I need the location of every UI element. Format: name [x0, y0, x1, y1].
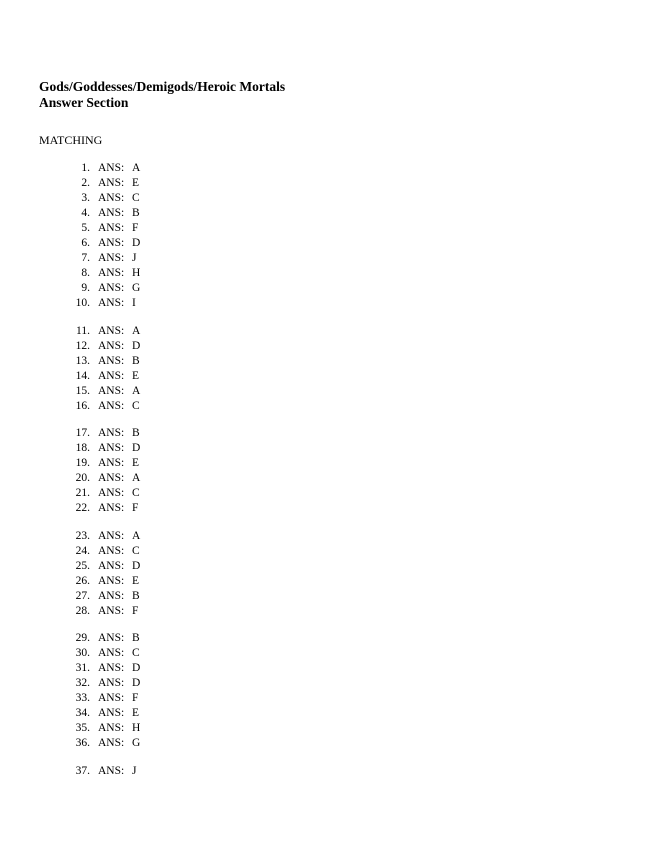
ans-label: ANS:: [98, 427, 125, 439]
ans-label: ANS:: [98, 237, 125, 249]
answer-row: [0, 426, 300, 441]
answer-letter: F: [132, 222, 139, 234]
question-number: 13.: [75, 354, 90, 367]
answer-letter: H: [132, 722, 141, 734]
question-number: 9.: [81, 282, 90, 294]
question-number: 11.: [76, 324, 90, 337]
question-number: 29.: [75, 632, 90, 644]
answer-letter: D: [132, 442, 141, 454]
answer-row: [0, 574, 300, 589]
answer-row: [0, 251, 300, 266]
answer-row: [0, 486, 300, 501]
answer-row: [0, 706, 300, 721]
ans-label: ANS:: [98, 502, 125, 514]
answer-letter: B: [132, 632, 140, 644]
ans-label: ANS:: [98, 677, 125, 689]
answer-letter: E: [132, 574, 140, 587]
answer-letter: D: [132, 559, 141, 572]
section-heading: MATCHING: [39, 133, 103, 147]
ans-label: ANS:: [98, 487, 125, 499]
ans-label: ANS:: [98, 267, 125, 279]
question-number: 5.: [81, 222, 90, 234]
answer-row: [0, 206, 300, 221]
answer-row: [0, 529, 300, 544]
question-number: 19.: [75, 457, 90, 469]
answer-letter: A: [132, 529, 141, 542]
ans-label: ANS:: [98, 324, 125, 337]
answer-row: [0, 441, 300, 456]
ans-label: ANS:: [98, 632, 125, 644]
answer-row: [0, 764, 300, 779]
answer-letter: B: [132, 207, 140, 219]
title-line-1: Gods/Goddesses/Demigods/Heroic Mortals: [39, 79, 286, 94]
answer-row: [0, 354, 300, 369]
answer-letter: C: [132, 544, 140, 557]
answer-row: [0, 296, 300, 311]
ans-label: ANS:: [98, 764, 125, 777]
question-number: 37.: [75, 764, 90, 777]
answer-letter: E: [132, 457, 140, 469]
answer-letter: B: [132, 427, 140, 439]
ans-label: ANS:: [98, 252, 125, 264]
question-number: 30.: [75, 647, 90, 659]
answer-letter: F: [132, 692, 139, 704]
ans-label: ANS:: [98, 544, 125, 557]
question-number: 10.: [75, 297, 90, 309]
question-number: 3.: [81, 192, 90, 204]
ans-label: ANS:: [98, 282, 125, 294]
answer-row: [0, 191, 300, 206]
question-number: 14.: [75, 369, 90, 382]
ans-label: ANS:: [98, 529, 125, 542]
answer-row: [0, 631, 300, 646]
answer-row: [0, 161, 300, 176]
question-number: 21.: [75, 487, 90, 499]
answer-letter: H: [132, 267, 141, 279]
answer-row: [0, 236, 300, 251]
answer-row: [0, 471, 300, 486]
answer-row: [0, 544, 300, 559]
ans-label: ANS:: [98, 369, 125, 382]
ans-label: ANS:: [98, 647, 125, 659]
ans-label: ANS:: [98, 442, 125, 454]
answer-letter: B: [132, 589, 140, 602]
question-number: 16.: [75, 399, 90, 412]
answer-group: [0, 764, 300, 779]
answer-group: [0, 161, 300, 311]
answer-row: [0, 369, 300, 384]
answer-row: [0, 676, 300, 691]
answer-letter: I: [132, 297, 136, 309]
answer-letter: A: [132, 472, 141, 484]
ans-label: ANS:: [98, 707, 125, 719]
question-number: 34.: [75, 707, 90, 719]
answer-group: [0, 631, 300, 751]
ans-label: ANS:: [98, 192, 125, 204]
question-number: 20.: [75, 472, 90, 484]
answer-row: [0, 176, 300, 191]
ans-label: ANS:: [98, 339, 125, 352]
answer-group: [0, 529, 300, 619]
question-number: 24.: [75, 544, 90, 557]
ans-label: ANS:: [98, 399, 125, 412]
answer-row: [0, 221, 300, 236]
answer-row: [0, 736, 300, 751]
answer-row: [0, 559, 300, 574]
answer-row: [0, 661, 300, 676]
ans-label: ANS:: [98, 574, 125, 587]
answer-letter: J: [132, 252, 137, 264]
answer-row: [0, 721, 300, 736]
question-number: 25.: [75, 559, 90, 572]
question-number: 4.: [81, 207, 90, 219]
ans-label: ANS:: [98, 604, 125, 617]
answer-row: [0, 399, 300, 414]
question-number: 23.: [75, 529, 90, 542]
question-number: 15.: [75, 384, 90, 397]
answer-row: [0, 339, 300, 354]
ans-label: ANS:: [98, 692, 125, 704]
question-number: 35.: [75, 722, 90, 734]
answer-letter: F: [132, 502, 139, 514]
answer-letter: G: [132, 737, 141, 749]
answer-group: [0, 324, 300, 414]
ans-label: ANS:: [98, 722, 125, 734]
question-number: 33.: [75, 692, 90, 704]
answer-letter: D: [132, 677, 141, 689]
answer-letter: J: [132, 764, 137, 777]
answer-letter: E: [132, 707, 140, 719]
answer-letter: A: [132, 162, 141, 174]
question-number: 32.: [75, 677, 90, 689]
answer-letter: E: [132, 177, 140, 189]
answer-letter: D: [132, 662, 141, 674]
question-number: 6.: [81, 237, 90, 249]
document-title: [39, 79, 285, 111]
answer-letter: G: [132, 282, 141, 294]
answer-letter: F: [132, 604, 139, 617]
question-number: 12.: [75, 339, 90, 352]
answer-list: [0, 161, 300, 791]
answer-letter: C: [132, 647, 140, 659]
ans-label: ANS:: [98, 207, 125, 219]
answer-row: [0, 266, 300, 281]
ans-label: ANS:: [98, 162, 125, 174]
answer-row: [0, 384, 300, 399]
ans-label: ANS:: [98, 222, 125, 234]
question-number: 22.: [75, 502, 90, 514]
answer-letter: C: [132, 487, 140, 499]
ans-label: ANS:: [98, 297, 125, 309]
question-number: 31.: [75, 662, 90, 674]
question-number: 8.: [81, 267, 90, 279]
question-number: 1.: [81, 162, 90, 174]
ans-label: ANS:: [98, 354, 125, 367]
ans-label: ANS:: [98, 662, 125, 674]
answer-row: [0, 604, 300, 619]
answer-row: [0, 589, 300, 604]
answer-row: [0, 456, 300, 471]
ans-label: ANS:: [98, 384, 125, 397]
ans-label: ANS:: [98, 589, 125, 602]
question-number: 18.: [75, 442, 90, 454]
answer-letter: B: [132, 354, 140, 367]
ans-label: ANS:: [98, 177, 125, 189]
ans-label: ANS:: [98, 559, 125, 572]
answer-letter: C: [132, 192, 140, 204]
ans-label: ANS:: [98, 472, 125, 484]
question-number: 36.: [75, 737, 90, 749]
answer-letter: E: [132, 369, 140, 382]
answer-letter: C: [132, 399, 140, 412]
question-number: 26.: [75, 574, 90, 587]
question-number: 2.: [81, 177, 90, 189]
question-number: 27.: [75, 589, 90, 602]
answer-letter: A: [132, 384, 141, 397]
question-number: 28.: [75, 604, 90, 617]
answer-letter: D: [132, 237, 141, 249]
question-number: 7.: [81, 252, 90, 264]
answer-group: [0, 426, 300, 516]
title-line-2: Answer Section: [39, 95, 129, 110]
answer-row: [0, 691, 300, 706]
answer-row: [0, 281, 300, 296]
answer-row: [0, 646, 300, 661]
question-number: 17.: [75, 427, 90, 439]
answer-letter: D: [132, 339, 141, 352]
ans-label: ANS:: [98, 737, 125, 749]
answer-letter: A: [132, 324, 141, 337]
answer-row: [0, 324, 300, 339]
ans-label: ANS:: [98, 457, 125, 469]
answer-row: [0, 501, 300, 516]
